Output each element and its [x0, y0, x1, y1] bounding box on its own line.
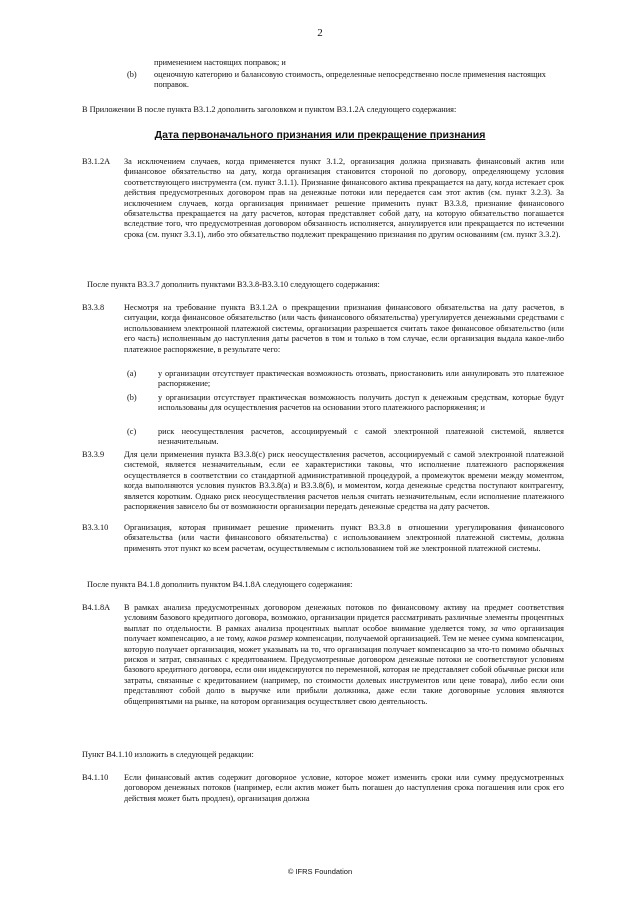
paragraph-b312a: За исключением случаев, когда применяется пункт 3.1.2, организация должна признавать финансовый актив или финансовое обязательство на дату, когда организация становится стороной по договору, определяющему условия соответствующего инструмента (см. пункт 3.1.1). Признание финансового актива прекращается на дату, когда истекает срок действия предусмотренных договором прав на денежные потоки или передается сам этот актив (см. пункт 3.2.3). За исключением случаев, когда организация принимает решение применить пункт В3.3.8, признание финансового обязательства прекращается на дату расчетов, которая представляет собой дату, на которую обязательство погашается вследствие того, что предусмотренная договором обязанность исполняется, аннулируется или прекращается по истечении срока (см. пункт 3.3.1), либо это обязательство подлежит прекращению признания по другим основаниям (см. пункт 3.3.2). [124, 157, 564, 239]
instruction-4: Пункт В4.1.10 изложить в следующей редакции: [82, 750, 254, 759]
text-segment: В рамках анализа предусмотренных договором денежных потоков по финансовому активу на предмет соответствия условиям базового кредитного договора, возможно, организации придется рассматривать различные элементы процентных выплат по отдельности. В рамках анализа процентных выплат особое внимание уделяется тому, [124, 603, 564, 633]
paragraph-number: В3.3.9 [82, 450, 105, 459]
paragraph-number: В3.1.2А [82, 157, 111, 166]
emphasis: за что [490, 623, 516, 633]
instruction-3: После пункта В4.1.8 дополнить пунктом В4.1.8А следующего содержания: [87, 580, 353, 589]
text-segment: компенсации, получаемой организацией. Тем не менее сумма компенсации, которую получает организация, может указывать на то, что организация получает компенсацию за что-то помимо обычных рисков и затрат, связанных с кредитованием. Предусмотренные договором денежные потоки не соответствуют условиям базового кредитного договора, если они индексируются по переменной, которая не представляет собой обычные риски или затраты, связанные с кредитованием (например, по стоимости долевых инструментов или цене товара), либо если они представляют собой долю в выручке или прибыли должника, даже если такие договорные условия являются общепринятыми на рынке, на котором организация осуществляет свою деятельность. [124, 634, 564, 706]
paragraph-number: В4.1.10 [82, 773, 109, 782]
footer-copyright: © IFRS Foundation [287, 867, 353, 876]
paragraph-b418a [124, 603, 564, 707]
section-heading: Дата первоначального признания или прекращение признания [154, 129, 486, 141]
intro-line-2: оценочную категорию и балансовую стоимость, определенные непосредственно после применения настоящих поправок. [154, 70, 546, 90]
intro-marker: (b) [127, 70, 137, 79]
instruction-1: В Приложении В после пункта В3.1.2 дополнить заголовком и пунктом В3.1.2А следующего содержания: [82, 105, 457, 114]
paragraph-b339: Для цели применения пункта В3.3.8(с) риск неосуществления расчетов, ассоциируемый с самой электронной платежной системой, является незначительным, если ее характеристики таковы, что исполнение платежного распоряжения осуществляется в соответствии со стандартной административной процедурой, а промежуток времени между моментом, когда выполняются условия пунктов В3.3.8(а) и В3.3.8(б), и моментом, когда денежные средства поступают контрагенту, является коротким. Однако риск неосуществления расчетов нельзя считать незначительным, если исполнение платежного распоряжения зависело бы от возможности организации передать денежные средства на дату расчетов. [124, 450, 564, 512]
list-item: у организации отсутствует практическая возможность получить доступ к денежным средствам, которые будут использованы для осуществления расчетов на основании этого платежного распоряжения; и [158, 393, 564, 413]
list-marker: (b) [127, 393, 137, 402]
page-number: 2 [317, 27, 323, 39]
list-item: риск неосуществления расчетов, ассоциируемый с самой электронной платежной системой, является незначительным. [158, 427, 564, 447]
text-segment: организация получает компенсацию, а не тому, [124, 623, 564, 644]
intro-line-1: применением настоящих поправок; и [154, 58, 286, 67]
emphasis: каков размер [247, 634, 293, 644]
instruction-2: После пункта В3.3.7 дополнить пунктами В3.3.8-В3.3.10 следующего содержания: [87, 280, 380, 289]
paragraph-b4110: Если финансовый актив содержит договорное условие, которое может изменить сроки или сумму предусмотренных договором денежных потоков (например, если актив может быть погашен до наступления срока погашения или срок его действия может быть продлен), организация должна [124, 773, 564, 803]
paragraph-b3310: Организация, которая принимает решение применить пункт В3.3.8 в отношении урегулирования финансового обязательства (или части финансового обязательства) с использованием электронной платежной системы, должна применять этот пункт ко всем расчетам, осуществляемым с использованием той же электронной платежной системы. [124, 523, 564, 553]
paragraph-number: В4.1.8А [82, 603, 111, 612]
paragraph-number: В3.3.10 [82, 523, 109, 532]
paragraph-number: В3.3.8 [82, 303, 105, 312]
list-marker: (c) [127, 427, 137, 436]
paragraph-b338: Несмотря на требование пункта В3.1.2А о прекращении признания финансового обязательства на дату расчетов, в ситуации, когда финансовое обязательство (или часть финансового обязательства) урегулируется денежными средствами с использованием электронной платежной системы, организации разрешается считать такое финансовое обязательство (или его часть) исполненным до наступления даты расчетов в том и только в том случае, если организация выдала какое-либо платежное распоряжение, в результате чего: [124, 303, 564, 354]
list-marker: (a) [127, 369, 137, 378]
list-item: у организации отсутствует практическая возможность отозвать, приостановить или аннулировать это платежное распоряжение; [158, 369, 564, 389]
